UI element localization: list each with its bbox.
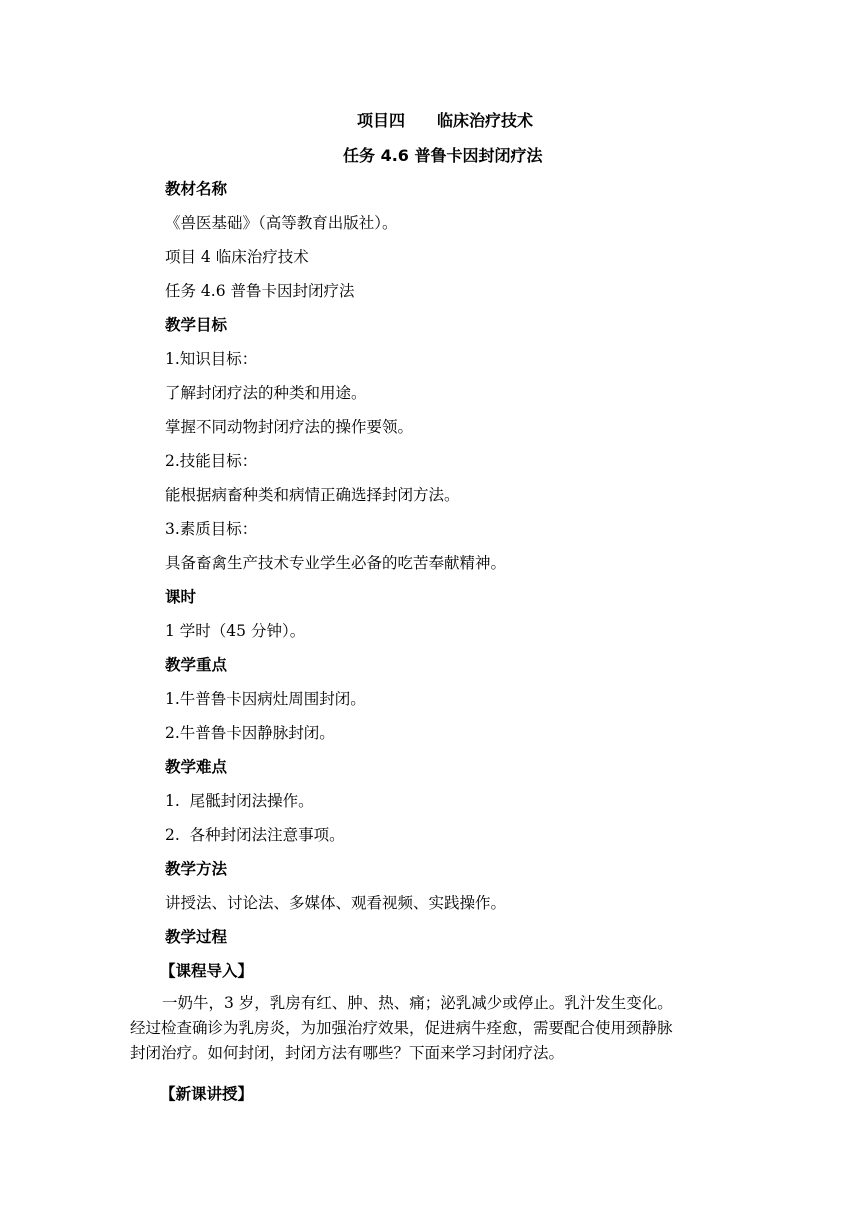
section-heading-difficulties: 教学难点 [165, 758, 228, 776]
intro-paragraph-line: 经过检查确诊为乳房炎，为加强治疗效果，促进病牛痊愈，需要配合使用颈静脉 [130, 1019, 673, 1037]
section-heading-methods: 教学方法 [165, 860, 228, 878]
new-lesson-heading: 【新课讲授】 [160, 1085, 254, 1103]
task-title: 任务 4.6 普鲁卡因封闭疗法 [343, 146, 543, 165]
objective-line: 1.知识目标： [165, 350, 258, 368]
objective-line: 掌握不同动物封闭疗法的操作要领。 [165, 418, 414, 436]
difficulty-line: 2. 各种封闭法注意事项。 [165, 826, 345, 844]
intro-paragraph-line: 一奶牛，3 岁，乳房有红、肿、热、痛；泌乳减少或停止。乳汁发生变化。 [162, 994, 673, 1012]
project-label: 项目四 [357, 111, 406, 130]
key-point-line: 1.牛普鲁卡因病灶周围封闭。 [165, 690, 366, 708]
difficulty-line: 1. 尾骶封闭法操作。 [165, 792, 314, 810]
intro-paragraph-line: 封闭治疗。如何封闭，封闭方法有哪些？下面来学习封闭疗法。 [130, 1044, 565, 1062]
section-heading-key-points: 教学重点 [165, 656, 228, 674]
intro-heading: 【课程导入】 [160, 962, 254, 980]
section-heading-textbook: 教材名称 [165, 180, 228, 198]
objective-line: 能根据病畜种类和病情正确选择封闭方法。 [165, 486, 460, 504]
key-point-line: 2.牛普鲁卡因静脉封闭。 [165, 724, 335, 742]
objective-line: 了解封闭疗法的种类和用途。 [165, 384, 367, 402]
textbook-line: 《兽医基础》（高等教育出版社）。 [165, 214, 398, 232]
methods-line: 讲授法、讨论法、多媒体、观看视频、实践操作。 [165, 894, 507, 912]
objective-line: 3.素质目标： [165, 520, 258, 538]
textbook-line: 任务 4.6 普鲁卡因封闭疗法 [165, 282, 355, 300]
objective-line: 具备畜禽生产技术专业学生必备的吃苦奉献精神。 [165, 554, 507, 572]
section-heading-process: 教学过程 [165, 928, 228, 946]
textbook-line: 项目 4 临床治疗技术 [165, 248, 309, 266]
section-heading-hours: 课时 [165, 588, 197, 606]
section-heading-objectives: 教学目标 [165, 316, 228, 334]
objective-line: 2.技能目标： [165, 452, 258, 470]
hours-line: 1 学时（45 分钟）。 [165, 622, 306, 640]
project-name: 临床治疗技术 [437, 111, 534, 130]
project-title [357, 111, 533, 131]
